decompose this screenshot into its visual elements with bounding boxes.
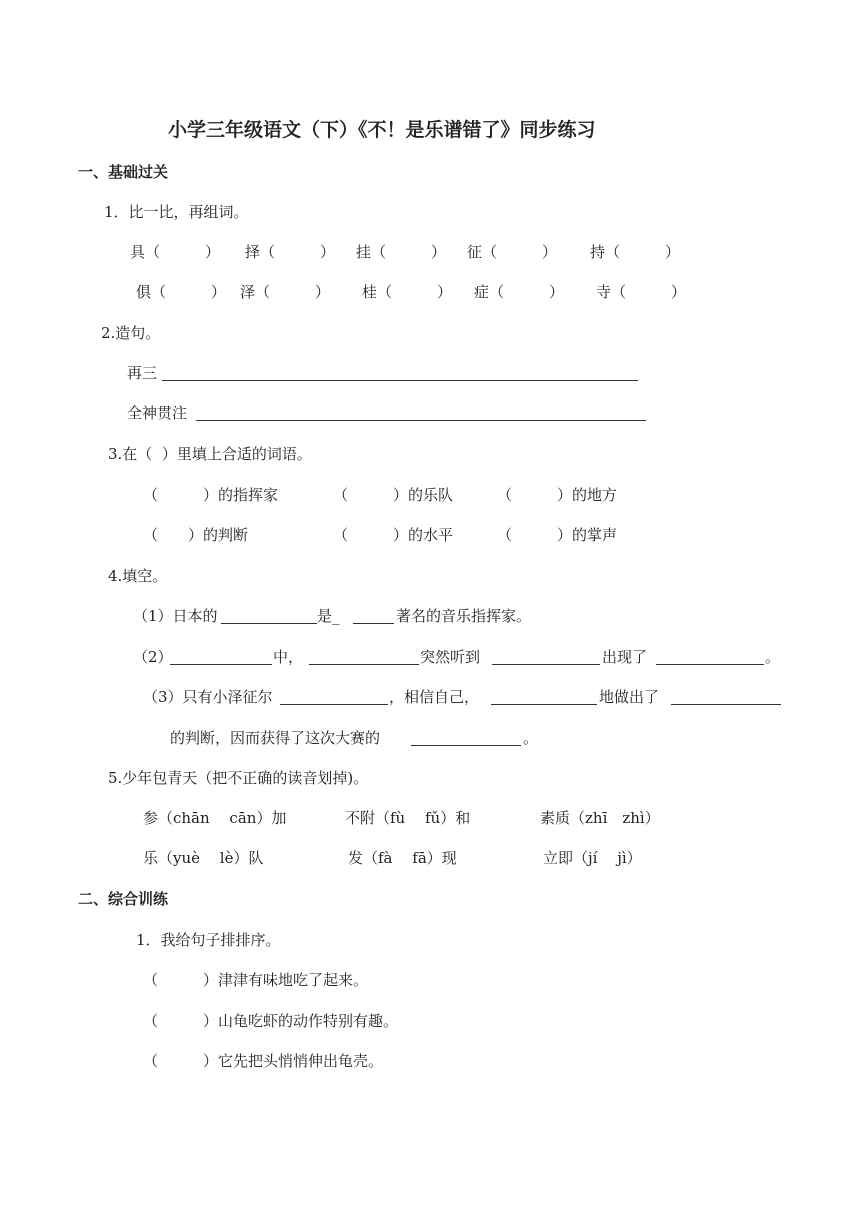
q4-text: 地做出了 (599, 688, 660, 706)
q4-text: 。 (765, 648, 781, 666)
q1-item: 挂（ ） (356, 243, 447, 261)
q2-prompt: 2.造句。 (101, 324, 161, 342)
q4-text: ，相信自己， (389, 688, 480, 706)
q1-prompt: 1．比一比，再组词。 (104, 203, 249, 221)
q4-text: 是_ (317, 607, 345, 625)
q1-item: 寺（ ） (596, 283, 687, 301)
section-heading-basics: 一、基础过关 (78, 163, 169, 181)
answer-blank[interactable] (170, 664, 272, 665)
sentence-item: （ ）它先把头悄悄伸出龟壳。 (143, 1052, 384, 1070)
answer-blank[interactable] (196, 420, 646, 421)
answer-blank[interactable] (656, 664, 764, 665)
q4-text: （2） (133, 648, 173, 666)
q1-item: 具（ ） (130, 243, 221, 261)
q5-item: 乐（yuè lè）队 (143, 849, 264, 867)
q4-text: （3）只有小泽征尔 (143, 688, 273, 706)
q3-prompt: 3.在（ ）里填上合适的词语。 (108, 445, 312, 463)
q1-item: 泽（ ） (240, 283, 331, 301)
q4-prompt: 4.填空。 (108, 567, 168, 585)
q4-text: 突然听到 (420, 648, 481, 666)
answer-blank[interactable] (492, 664, 600, 665)
q1-item: 征（ ） (467, 243, 558, 261)
answer-blank[interactable] (221, 623, 317, 624)
q4-text: 中， (273, 648, 304, 666)
q4-text: 出现了 (602, 648, 648, 666)
answer-blank[interactable] (309, 664, 419, 665)
q5-item: 立即（jí jì） (543, 849, 642, 867)
page-title: 小学三年级语文（下）《不！是乐谱错了》同步练习 (168, 119, 596, 141)
q4-text: （1）日本的 (133, 607, 218, 625)
q1-item: 择（ ） (245, 243, 336, 261)
q2-word: 再三 (127, 364, 158, 382)
q1-item: 桂（ ） (362, 283, 453, 301)
q3-item: （ ）的指挥家 (143, 486, 279, 504)
q3-item: （ ）的水平 (333, 526, 454, 544)
q4-text: 。 (523, 729, 539, 747)
answer-blank[interactable] (491, 704, 597, 705)
section-heading-training: 二、综合训练 (78, 890, 169, 908)
q3-item: （ ）的掌声 (497, 526, 618, 544)
answer-blank[interactable] (280, 704, 388, 705)
answer-blank[interactable] (411, 745, 521, 746)
q5-item: 素质（zhī zhì） (540, 809, 660, 827)
sentence-item: （ ）山龟吃虾的动作特别有趣。 (143, 1012, 399, 1030)
s2-q1-prompt: 1．我给句子排排序。 (136, 931, 281, 949)
q5-item: 参（chān cān）加 (143, 809, 287, 827)
q5-item: 不附（fù fǔ）和 (345, 809, 471, 827)
q3-item: （ ）的乐队 (333, 486, 454, 504)
sentence-item: （ ）津津有味地吃了起来。 (143, 971, 369, 989)
q4-text: 著名的音乐指挥家。 (396, 607, 532, 625)
answer-blank[interactable] (671, 704, 781, 705)
q4-text: 的判断，因而获得了这次大赛的 (170, 729, 381, 747)
q1-item: 俱（ ） (136, 283, 227, 301)
q5-prompt: 5.少年包青天（把不正确的读音划掉)。 (108, 769, 369, 787)
q1-item: 症（ ） (474, 283, 565, 301)
q3-item: （ ）的地方 (497, 486, 618, 504)
answer-blank[interactable] (162, 380, 638, 381)
q1-item: 持（ ） (590, 243, 681, 261)
q2-word: 全神贯注 (127, 404, 188, 422)
q5-item: 发（fà fā）现 (348, 849, 457, 867)
answer-blank[interactable] (353, 623, 394, 624)
q3-item: （ ）的判断 (143, 526, 249, 544)
